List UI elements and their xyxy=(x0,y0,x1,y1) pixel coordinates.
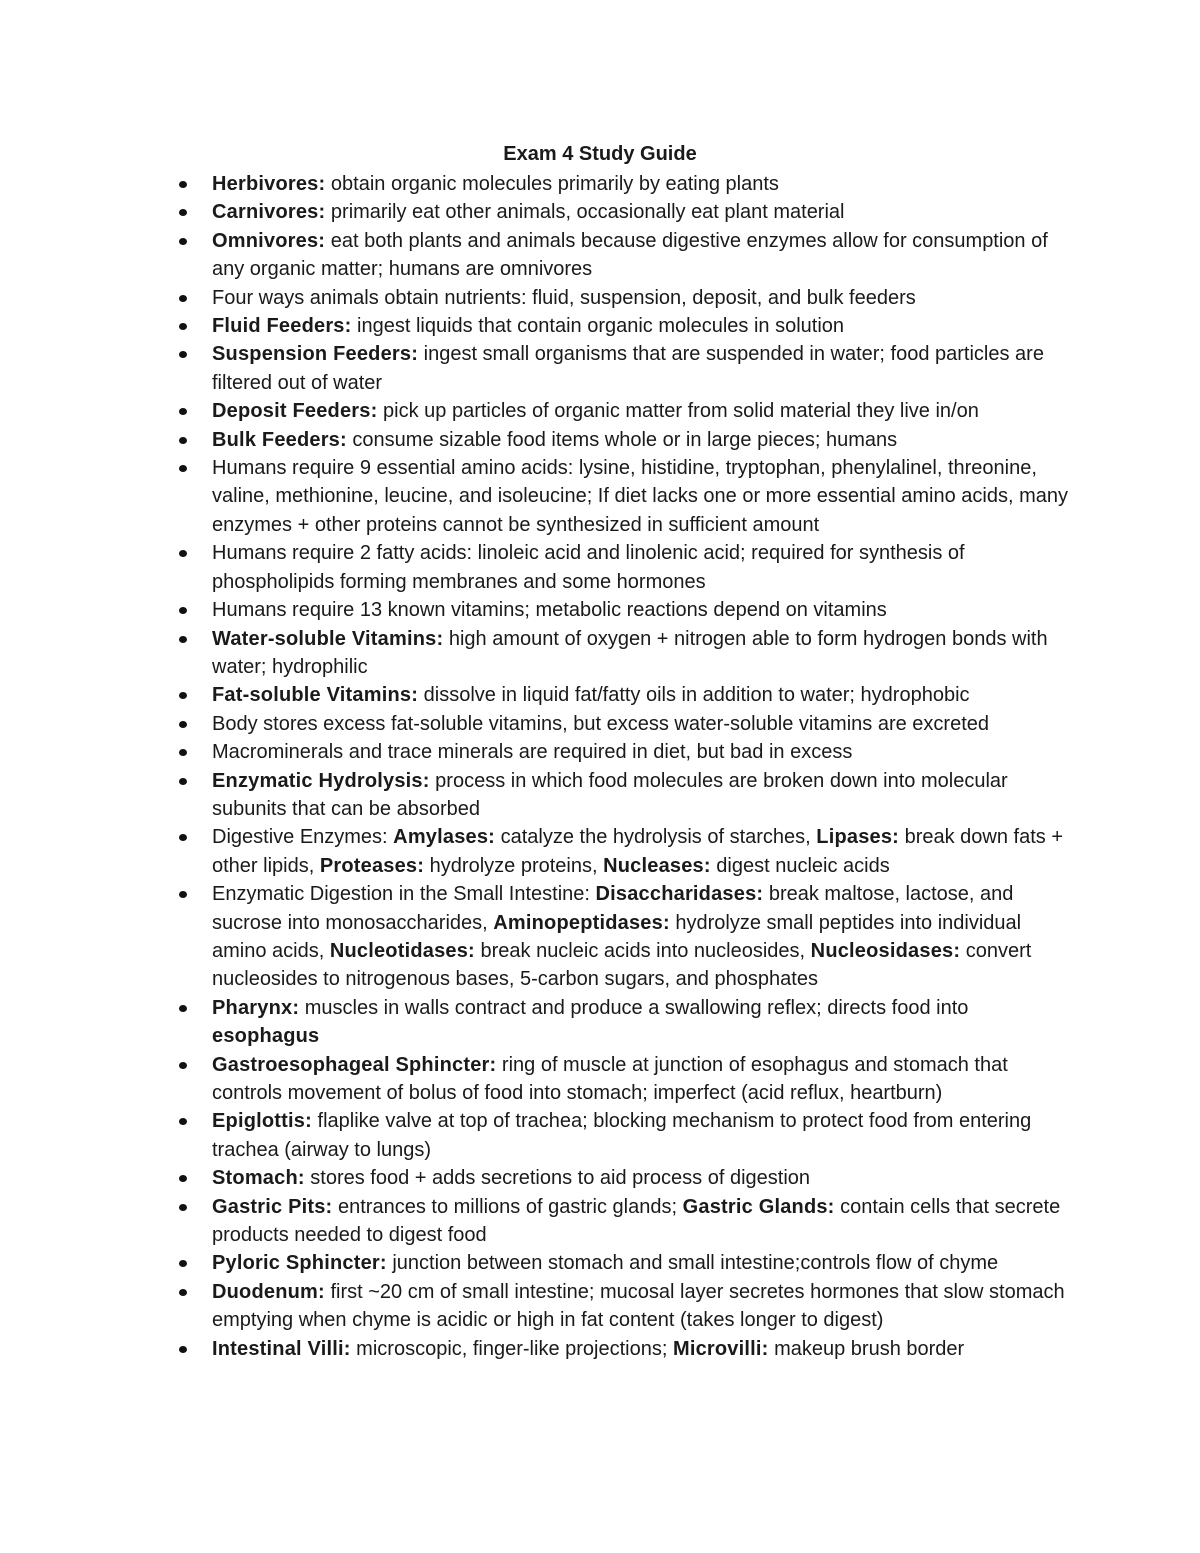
item-text: flaplike valve at top of trachea; blocking mechanism to protect food from entering trachea (airway to lungs) xyxy=(212,1110,1032,1161)
item-text: break nucleic acids into nucleosides, xyxy=(474,939,811,962)
item-text: hydrolyze proteins, xyxy=(424,854,604,877)
item-text: high amount of oxygen + nitrogen able to form hydrogen bonds with water; hydrophilic xyxy=(212,627,1048,678)
item-text: break maltose, lactose, and sucrose into monosaccharides, xyxy=(212,883,1014,934)
term-label: Epiglottis: xyxy=(212,1110,312,1133)
term-label: Fluid Feeders: xyxy=(212,315,352,338)
list-item xyxy=(212,284,1072,312)
term-label: Lipases: xyxy=(816,826,900,849)
item-text: Humans require 9 essential amino acids: lysine, histidine, tryptophan, phenylalinel, threonine, valine, methionine, leucine, and isoleucine; If diet lacks one or more essential amino acids, many enzymes + other proteins cannot be synthesized in sufficient amount xyxy=(212,457,1069,536)
list-item xyxy=(212,738,1072,766)
bullet-icon xyxy=(179,295,187,302)
list-item xyxy=(212,1051,1072,1108)
term-label: Pyloric Sphincter: xyxy=(212,1252,387,1275)
item-text: Body stores excess fat-soluble vitamins, but excess water-soluble vitamins are excreted xyxy=(212,712,990,735)
item-text: ingest liquids that contain organic molecules in solution xyxy=(351,315,845,338)
list-item xyxy=(212,681,1072,709)
bullet-icon xyxy=(179,1005,187,1012)
term-label: Pharynx: xyxy=(212,996,300,1019)
list-item xyxy=(212,1249,1072,1277)
term-label: Carnivores: xyxy=(212,201,326,224)
term-label: Disaccharidases: xyxy=(595,883,764,906)
item-text: muscles in walls contract and produce a swallowing reflex; directs food into xyxy=(299,996,969,1019)
term-label: Nucleotidases: xyxy=(329,939,475,962)
list-item xyxy=(212,823,1072,880)
item-text: ring of muscle at junction of esophagus and stomach that controls movement of bolus of food into stomach; imperfect (acid reflux, heartburn) xyxy=(212,1053,1008,1104)
bullet-icon xyxy=(179,1175,187,1182)
term-label: Nucleosidases: xyxy=(810,939,961,962)
term-label: Water-soluble Vitamins: xyxy=(212,627,444,650)
item-text: microscopic, finger-like projections; xyxy=(350,1337,673,1360)
list-item xyxy=(212,454,1072,539)
list-item xyxy=(212,1335,1072,1363)
bullet-icon xyxy=(179,1260,187,1267)
list-item xyxy=(212,710,1072,738)
term-label: esophagus xyxy=(212,1025,320,1048)
bullet-icon xyxy=(179,891,187,898)
list-item xyxy=(212,625,1072,682)
term-label: Stomach: xyxy=(212,1167,305,1190)
list-item xyxy=(212,1278,1072,1335)
item-text: primarily eat other animals, occasionally eat plant material xyxy=(325,201,845,224)
term-label: Suspension Feeders: xyxy=(212,343,419,366)
item-text: Humans require 2 fatty acids: linoleic acid and linolenic acid; required for synthesis of phospholipids forming membranes and some hormones xyxy=(212,542,965,593)
document-title: Exam 4 Study Guide xyxy=(503,143,697,165)
bullet-icon xyxy=(179,181,187,188)
item-text: contain cells that secrete products needed to digest food xyxy=(212,1195,1061,1247)
bullet-icon xyxy=(179,550,187,557)
bullet-icon xyxy=(179,636,187,643)
term-label: Fat-soluble Vitamins: xyxy=(212,684,419,707)
item-text: Humans require 13 known vitamins; metabolic reactions depend on vitamins xyxy=(212,599,887,622)
bullet-icon xyxy=(179,1289,187,1296)
term-label: Deposit Feeders: xyxy=(212,400,378,423)
bullet-icon xyxy=(179,437,187,444)
item-text: Digestive Enzymes: xyxy=(212,826,394,849)
term-label: Microvilli: xyxy=(672,1337,769,1360)
term-label: Gastric Pits: xyxy=(212,1195,333,1218)
term-label: Aminopeptidases: xyxy=(493,911,670,934)
item-text: catalyze the hydrolysis of starches, xyxy=(495,826,817,849)
list-item xyxy=(212,227,1072,284)
list-item xyxy=(212,596,1072,624)
item-text: eat both plants and animals because digestive enzymes allow for consumption of any organic matter; humans are omnivores xyxy=(212,229,1048,281)
term-label: Nucleases: xyxy=(603,854,711,877)
bullet-icon xyxy=(179,1204,187,1211)
item-text: digest nucleic acids xyxy=(710,854,890,877)
item-text: junction between stomach and small intestine;controls flow of chyme xyxy=(386,1252,999,1275)
bullet-icon xyxy=(179,607,187,614)
bullet-icon xyxy=(179,1062,187,1069)
list-item xyxy=(212,1193,1072,1250)
list-item xyxy=(212,340,1072,397)
bullet-icon xyxy=(179,238,187,245)
item-text: Four ways animals obtain nutrients: fluid, suspension, deposit, and bulk feeders xyxy=(212,286,916,309)
list-item xyxy=(212,198,1072,226)
term-label: Amylases: xyxy=(393,826,496,849)
item-text: ingest small organisms that are suspended in water; food particles are filtered out of water xyxy=(212,343,1044,394)
item-text: entrances to millions of gastric glands; xyxy=(332,1195,683,1218)
term-label: Enzymatic Hydrolysis: xyxy=(212,769,430,792)
bullet-icon xyxy=(179,351,187,358)
item-text: process in which food molecules are broken down into molecular subunits that can be absorbed xyxy=(212,769,1008,820)
bullet-icon xyxy=(179,465,187,472)
list-item xyxy=(212,170,1072,198)
term-label: Duodenum: xyxy=(212,1280,325,1303)
term-label: Bulk Feeders: xyxy=(212,428,347,451)
term-label: Omnivores: xyxy=(212,229,326,252)
item-text: makeup brush border xyxy=(768,1337,965,1360)
term-label: Intestinal Villi: xyxy=(212,1337,351,1360)
item-text: convert nucleosides to nitrogenous bases, 5-carbon sugars, and phosphates xyxy=(212,939,1032,991)
study-guide-list xyxy=(212,170,1072,1363)
list-item xyxy=(212,767,1072,824)
item-text: stores food + adds secretions to aid process of digestion xyxy=(304,1167,811,1190)
bullet-icon xyxy=(179,749,187,756)
item-text: Enzymatic Digestion in the Small Intestine: xyxy=(212,883,596,906)
list-item xyxy=(212,426,1072,454)
list-item xyxy=(212,994,1072,1051)
list-item xyxy=(212,880,1072,994)
bullet-icon xyxy=(179,721,187,728)
term-label: Gastroesophageal Sphincter: xyxy=(212,1053,497,1076)
list-item xyxy=(212,1164,1072,1192)
item-text: break down fats + other lipids, xyxy=(212,826,1064,877)
list-item xyxy=(212,312,1072,340)
item-text: first ~20 cm of small intestine; mucosal layer secretes hormones that slow stomach emptying when chyme is acidic or high in fat content (takes longer to digest) xyxy=(212,1280,1065,1332)
bullet-icon xyxy=(179,408,187,415)
bullet-icon xyxy=(179,692,187,699)
bullet-icon xyxy=(179,834,187,841)
item-text: Macrominerals and trace minerals are required in diet, but bad in excess xyxy=(212,741,853,764)
list-item xyxy=(212,397,1072,425)
item-text: dissolve in liquid fat/fatty oils in addition to water; hydrophobic xyxy=(418,684,970,707)
list-item xyxy=(212,539,1072,596)
term-label: Gastric Glands: xyxy=(682,1195,835,1218)
item-text: hydrolyze small peptides into individual amino acids, xyxy=(212,911,1022,962)
item-text: pick up particles of organic matter from solid material they live in/on xyxy=(377,400,979,423)
item-text: obtain organic molecules primarily by eating plants xyxy=(325,173,779,195)
list-item xyxy=(212,1107,1072,1164)
term-label: Proteases: xyxy=(319,854,425,877)
bullet-icon xyxy=(179,1346,187,1353)
bullet-icon xyxy=(179,323,187,330)
bullet-icon xyxy=(179,1118,187,1125)
bullet-icon xyxy=(179,209,187,216)
bullet-icon xyxy=(179,778,187,785)
item-text: consume sizable food items whole or in large pieces; humans xyxy=(346,428,898,451)
term-label: Herbivores: xyxy=(212,173,326,195)
